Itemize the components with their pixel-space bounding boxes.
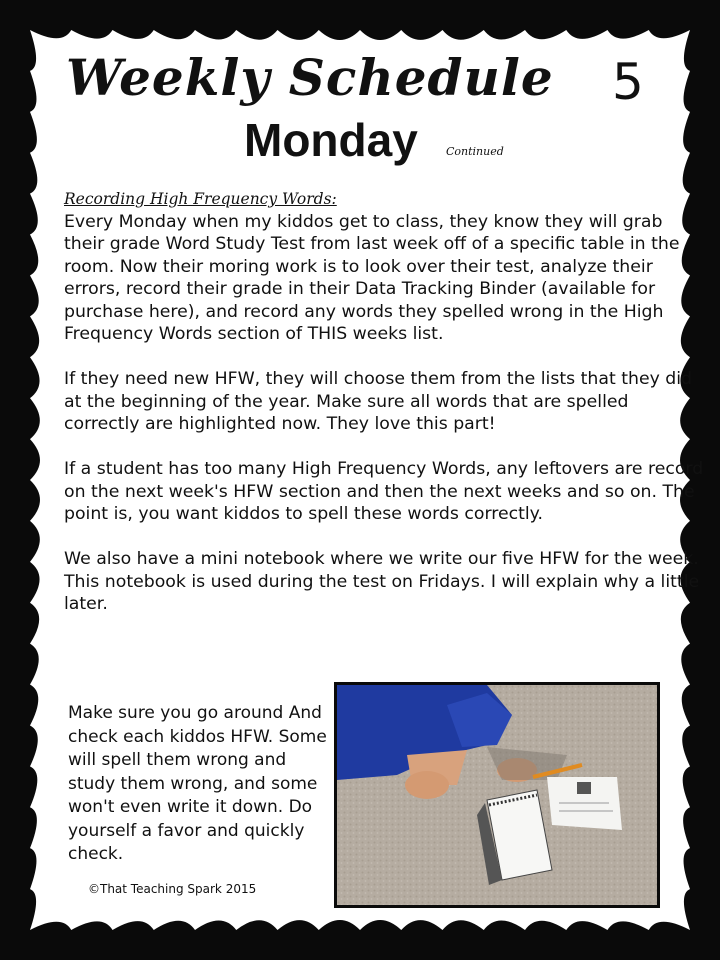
page-number: 5 [612,53,644,111]
page-title: Weekly Schedule [66,48,554,107]
main-text [64,188,704,638]
photo-illustration [337,685,657,905]
student-writing-photo [334,682,660,908]
continued-label: Continued [446,145,504,158]
section-heading: Recording High Frequency Words: [64,190,337,208]
paragraph-4: We also have a mini notebook where we write our five HFW for the week. This notebook is used during the test on Fridays. I will explain why a little later. [64,549,700,614]
paragraph-1 [64,188,704,346]
paragraph-3: If a student has too many High Frequency Words, any leftovers are record on the next week's HFW section and then the next weeks and so on. The point is, you want kiddos to spell these words correctly. [64,459,704,524]
day-heading: Monday [244,114,418,166]
side-note: Make sure you go around And check each kiddos HFW. Some will spell them wrong and study them wrong, and some won't even write it down. Do yourself a favor and quickly check. [68,703,327,864]
paragraph-2: If they need new HFW, they will choose them from the lists that they did at the beginning of the year. Make sure all words that are spelled correctly are highlighted now. They love this part! [64,369,693,434]
paragraph-1-text: Every Monday when my kiddos get to class, they know they will grab their grade Word Study Test from last week off of a specific table in the room. Now their moring work is to look over their test, analyze their errors, record their grade in their Data Tracking Binder (available for purchase here), and record any words they spelled wrong in the High Frequency Words section of THIS weeks list. [64,211,680,344]
copyright-footer: ©That Teaching Spark 2015 [88,882,257,896]
